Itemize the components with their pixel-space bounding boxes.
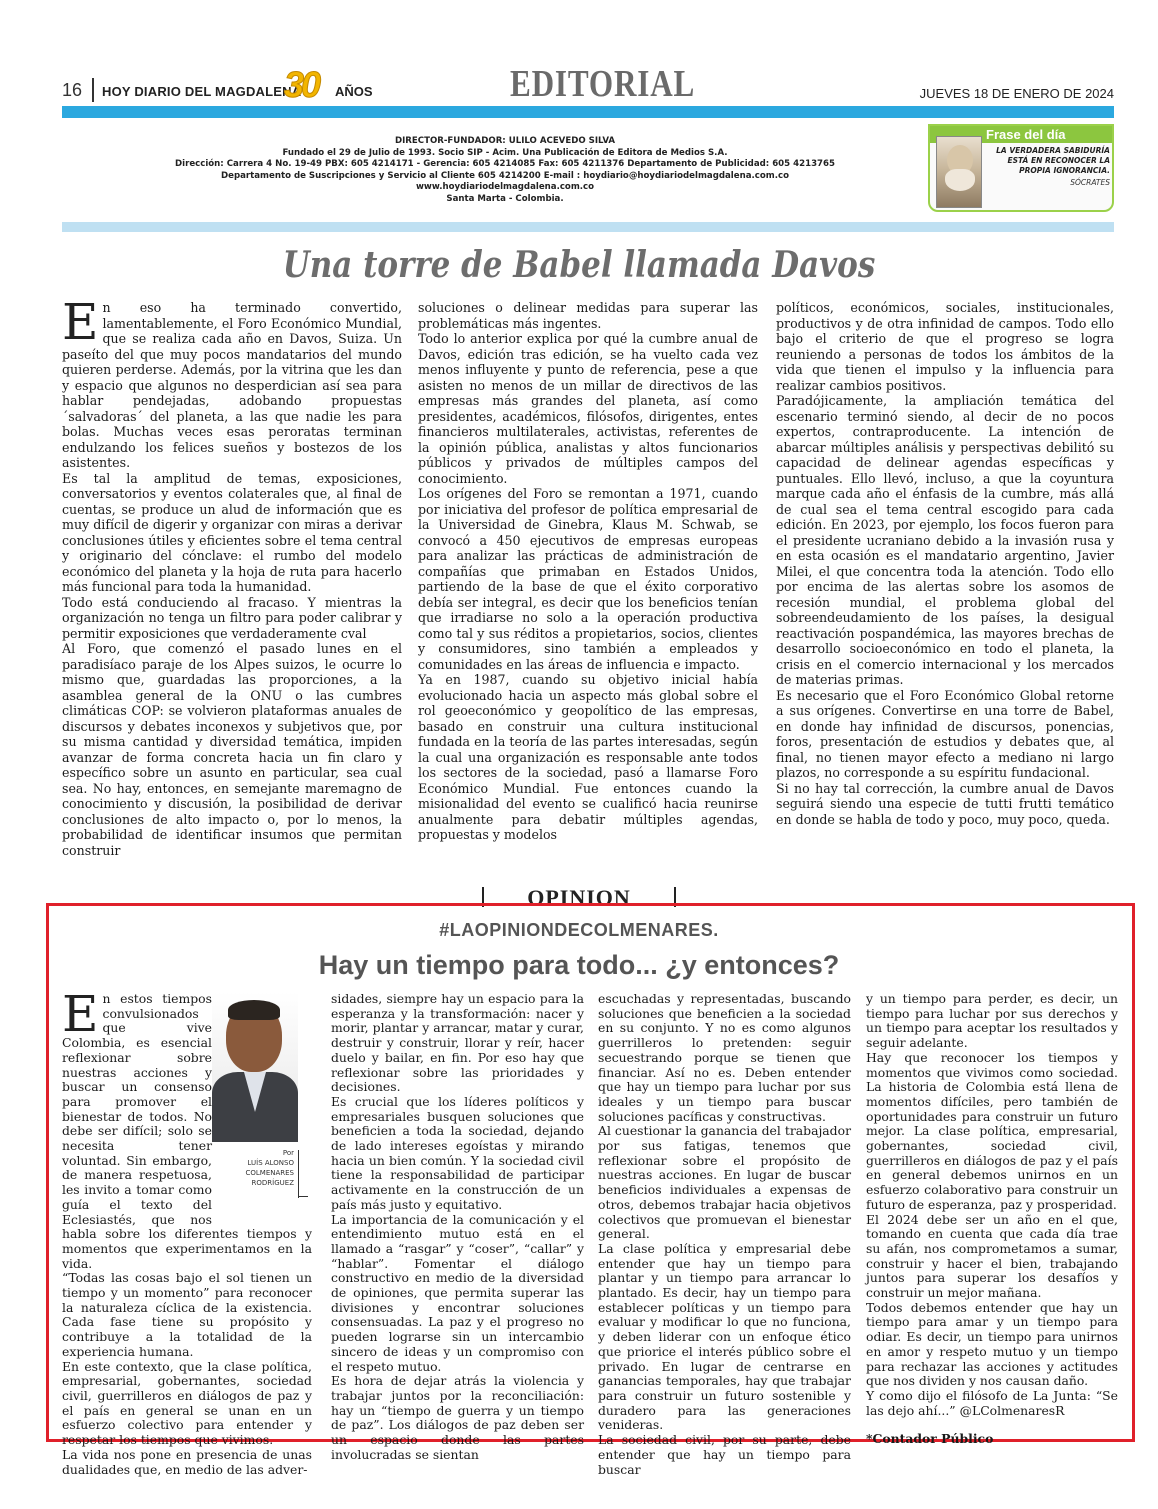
byline-por: Por xyxy=(282,1149,294,1157)
page-number: 16 xyxy=(62,80,83,100)
opinion-paragraph: sidades, siempre hay un espacio para la esperanza y la transformación: nacer y morir, plantar y arrancar, matar y curar, destruir y construir, llorar y reír, hacer duelo y bailar, en fin. Por eso hay que reflexionar sobre las prioridades y decisiones. xyxy=(331,991,584,1095)
masthead-divider-bar xyxy=(62,222,1114,232)
editorial-paragraph: políticos, económicos, sociales, institucionales, productivos y de otra infinidad de campos. Todo ello bajo el criterio de que el progreso se logra reuniendo a personas de todos los ámbitos de la vida que tienen el impulso y la influencia para realizar cambios positivos. xyxy=(776,300,1114,393)
editorial-dropcap: E xyxy=(62,293,99,351)
page-header xyxy=(62,62,1114,104)
anniversary-word: AÑOS xyxy=(335,84,373,99)
quote-author: SÓCRATES xyxy=(1070,178,1110,187)
header-divider xyxy=(92,78,94,102)
masthead-subscriptions: Departamento de Suscripciones y Servicio al Cliente 605 4214200 E-mail : hoydiario@hoydiariodelmagdalena.com.co xyxy=(221,170,789,181)
opinion-paragraph: En estos tiempos convulsionados que vive Colombia, es esencial reflexionar sobre nuestras acciones y buscar un consenso para promover el bienestar de todos. No debe ser difícil; solo se necesita tener voluntad. Sin embargo, de manera respetuosa, les invito a tomar como guía el texto del Eclesiastés, que nos habla sobre los diferentes tiempos y momentos que experimentamos en la vida. xyxy=(62,985,312,1271)
opinion-paragraph: Y como dijo el filósofo de La Junta: “Se las dejo ahí...” @LColmenaresR xyxy=(866,1387,1118,1418)
opinion-column-3 xyxy=(598,991,851,1477)
editorial-paragraph: Es necesario que el Foro Económico Global retorne a sus orígenes. Convertirse en una torre de Babel, en donde hay infinidad de discursos, ponencias, foros, presentación de estudios y debates que, al final, no tienen mayor efecto a mediano ni largo plazos, no corresponde a su espíritu fundacional. xyxy=(776,687,1114,780)
editorial-paragraph: Paradójicamente, la ampliación temática del escenario terminó siendo, al decir de no pocos expertos, contraproducente. La intención de abarcar múltiples análisis y perspectivas debilitó su capacidad de delinear agendas específicas y puntuales. Ello llevó, incluso, a que la coyuntura marque cada año el énfasis de la cumbre, más allá de cual sea el tema central escogido para cada edición. En 2023, por ejemplo, los focos fueron para el presidente ucraniano debido a la invasión rusa y en esta ocasión es el mandatario argentino, Javier Milei, el que concentra toda la atención. Todo ello por encima de las alertas sobre los asomos de recesión mundial, el problema global del sobreendeudamiento de los países, la desigual reactivación pospandémica, las mayores brechas de desarrollo socioeconómico en todo el planeta, la crisis en el comercio internacional y los mercados de materias primas. xyxy=(776,393,1114,687)
opinion-paragraph: Es crucial que los líderes políticos y empresariales busquen soluciones que beneficien a toda la sociedad, dejando de lado intereses egoístas y mirando hacia un bien común. Y la sociedad civil tiene la responsabilidad de participar activamente en la construcción de un país más justo y equitativo. xyxy=(331,1093,584,1212)
editorial-paragraph: Los orígenes del Foro se remontan a 1971, cuando por iniciativa del profesor de política empresarial de la Universidad de Ginebra, Klaus M. Schwab, se convocó a 450 ejecutivos de empresas europeas para analizar las prácticas de administración de compañías que primaban en Estados Unidos, partiendo de la base de que el éxito corporativo debía ser integral, es decir que los beneficios tenían que irradiarse no solo a la operación productiva como tal y sus réditos a propietarios, socios, clientes y consumidores, sino también a empleados y comunidades en las áreas de influencia e impacto. xyxy=(418,486,758,672)
editorial-paragraph: Todo lo anterior explica por qué la cumbre anual de Davos, edición tras edición, se ha vuelto cada vez menos influyente y punto de referencia, pese a que asisten no menos de un millar de directivos de las empresas más grandes del planeta, así como presidentes, académicos, filósofos, dirigentes, entes financieros multilaterales, activistas, referentes de la opinión pública, analistas y altos funcionarios públicos y privados de múltiples campos del conocimiento. xyxy=(418,331,758,486)
editorial-paragraph: Es tal la amplitud de temas, exposiciones, conversatorios y eventos colaterales que, al final de cuentas, se produce un alud de información que es muy difícil de digerir y organizar con miras a derivar conclusiones útiles y eficientes sobre el tema central y originario del cónclave: el rumbo del modelo económico del planeta y la hoja de ruta para hacerlo más funcional para toda la humanidad. xyxy=(62,470,402,594)
opinion-paragraph: La clase política y empresarial debe entender que hay un tiempo para plantar y un tiempo para arrancar lo plantado. Es decir, hay un tiempo para establecer políticas y un tiempo para evaluar y modificar lo que no funciona, y deben liderar con un enfoque ético que priorice el interés público sobre el privado. En lugar de centrarse en ganancias temporales, hay que trabajar para construir un futuro sostenible y duradero para las generaciones venideras. xyxy=(598,1240,851,1433)
editorial-paragraph: soluciones o delinear medidas para superar las problemáticas más ingentes. xyxy=(418,300,758,331)
quote-text: LA VERDADERA SABIDURÍA ESTÁ EN RECONOCER LA PROPIA IGNORANCIA. xyxy=(996,146,1110,175)
opinion-paragraph: La importancia de la comunicación y el entendimiento mutuo está en el llamado a “rasgar” y “coser”, “callar” y “hablar”. Fomentar el diálogo constructivo en medio de la diversidad de opiniones, que permita superar las divisiones y encontrar soluciones consensuadas. La paz y el progreso no pueden lograrse sin un intercambio sincero de ideas y un compromiso con el respeto mutuo. xyxy=(331,1211,584,1374)
opinion-paragraph: escuchadas y representadas, buscando soluciones que beneficien a la sociedad en su conjunto. Y no es como algunos guerrilleros lo pretenden: seguir secuestrando porque se tienen que financiar. Así no es. Deben entender que hay un tiempo para luchar por sus ideales y un tiempo para buscar soluciones pacíficas y constructivas. xyxy=(598,991,851,1124)
masthead-founded: Fundado el 29 de Julio de 1993. Socio SIP - Acim. Una Publicación de Editora de Medios S.A. xyxy=(282,147,728,158)
masthead-address: Dirección: Carrera 4 No. 19-49 PBX: 605 4214171 - Gerencia: 605 4214085 Fax: 605 4211376 Departamento de Publicidad: 605 4213765 xyxy=(175,159,835,169)
masthead-director: DIRECTOR-FUNDADOR: ULILO ACEVEDO SILVA xyxy=(394,136,616,146)
editorial-headline: Una torre de Babel llamada Davos xyxy=(282,244,876,286)
author-signature: *Contador Público xyxy=(866,1431,994,1447)
quote-heading: Frase del día xyxy=(930,126,1112,143)
opinion-paragraph: El 2024 debe ser un año en el que, tomando en cuenta que cada día trae su afán, nos comprometamos a sumar, construir y hacer el bien, trabajando juntos para superar los desafíos y construir un mejor mañana. xyxy=(866,1211,1118,1301)
masthead-city: Santa Marta - Colombia. xyxy=(446,193,564,204)
editorial-paragraph: En eso ha terminado convertido, lamentablemente, el Foro Económico Mundial, que se realiza cada año en Davos, Suiza. Un paseíto del que muy pocos mandatarios del mundo quieren perderse. Además, por la vitrina que les dan y espacio que algunos no desperdician así sea para hablar pendejadas, adobando propuestas ´salvadoras´ del planeta, a las que nadie les para bolas. Muchas veces esas peroratas terminan endulzando los felices sueños y bostezos de los asistentes. xyxy=(62,293,402,470)
byline-name-line1: LUÍS ALONSO xyxy=(247,1159,294,1167)
socrates-portrait xyxy=(936,136,982,208)
opinion-column-4 xyxy=(866,991,1118,1447)
opinion-column-2 xyxy=(331,991,584,1462)
opinion-paragraph: Todos debemos entender que hay un tiempo para amar y un tiempo para odiar. Es decir, un tiempo para unirnos en amor y respeto mutuo y un tiempo para rechazar las acciones y actitudes que nos dividen y nos causan daño. xyxy=(866,1299,1118,1389)
opinion-paragraph: Al cuestionar la ganancia del trabajador por sus fatigas, tenemos que reflexionar sobre el propósito de nuestras acciones. En lugar de buscar beneficios individuales a expensas de otros, debemos trabajar hacia objetivos colectivos que promuevan el bienestar general. xyxy=(598,1123,851,1242)
masthead-info xyxy=(110,136,900,205)
masthead-website: www.hoydiariodelmagdalena.com.co xyxy=(415,182,595,192)
editorial-paragraph: Al Foro, que comenzó el pasado lunes en el paradisíaco paraje de los Alpes suizos, le ocurre lo mismo que, guardadas las proporciones, a la asamblea general de la ONU o las cumbres climáticas COP: se volvieron plataformas anuales de discursos y debates inconexos y subjetivos que, por su misma cantidad y diversidad temática, impiden avanzar de forma concreta hacia un fin claro y específico sobre un asunto en particular, sea cual sea. No hay, entonces, en semejante maremagno de conocimiento y discusión, la posibilidad de derivar conclusiones de alto impacto o, por lo menos, la probabilidad de identificar insumos que permitan construir xyxy=(62,641,402,858)
editorial-paragraph: Si no hay tal corrección, la cumbre anual de Davos seguirá siendo una especie de tutti frutti temático en donde se habla de todo y poco, muy poco, queda. xyxy=(776,780,1114,827)
opinion-paragraph: y un tiempo para perder, es decir, un tiempo para luchar por sus derechos y un tiempo para aceptar los resultados y seguir adelante. xyxy=(866,991,1118,1051)
opinion-paragraph: La sociedad civil, por su parte, debe entender que hay un tiempo para buscar xyxy=(598,1432,851,1477)
opinion-column-1 xyxy=(62,985,312,1477)
header-color-bar xyxy=(62,106,1114,118)
anniversary-logo: 30 xyxy=(284,64,319,105)
editorial-paragraph: Todo está conduciendo al fracaso. Y mientras la organización no tenga un filtro para poder calibrar y permitir exposiciones que verdaderamente cval xyxy=(62,594,402,641)
opinion-hashtag: #LAOPINIONDECOLMENARES. xyxy=(439,920,719,940)
opinion-paragraph: La vida nos pone en presencia de unas dualidades que, en medio de las adver- xyxy=(62,1446,312,1477)
editorial-column-2 xyxy=(418,300,758,878)
opinion-paragraph: Hay que reconocer los tiempos y momentos que vivimos como sociedad. La historia de Colombia está llena de momentos difíciles, pero también de oportunidades para construir un futuro mejor. La clase política, empresarial, gobernantes, sociedad civil, guerrilleros en diálogos de paz y el país en general debemos unirnos en un esfuerzo colaborativo para construir un futuro de esperanza, paz y prosperidad. xyxy=(866,1049,1118,1212)
opinion-paragraph: “Todas las cosas bajo el sol tienen un tiempo y un momento” para reconocer la naturaleza cíclica de la existencia. Cada fase tiene su propósito y contribuye a la totalidad de la experiencia humana. xyxy=(62,1270,312,1359)
editorial-column-3 xyxy=(776,300,1114,878)
opinion-paragraph: Es hora de dejar atrás la violencia y trabajar juntos por la reconciliación: hay un “tiempo de guerra y un tiempo de paz”. Los diálogos de paz deben ser un espacio donde las partes involucradas se sientan xyxy=(331,1373,584,1462)
section-title: EDITORIAL xyxy=(510,63,696,105)
byline-name-line2: COLMENARES xyxy=(245,1169,294,1177)
quote-of-the-day-box xyxy=(928,124,1114,212)
issue-date: JUEVES 18 DE ENERO DE 2024 xyxy=(919,86,1114,101)
editorial-column-1 xyxy=(62,293,402,878)
opinion-dropcap: E xyxy=(62,985,99,1043)
byline-name-line3: RODRÍGUEZ xyxy=(251,1179,294,1187)
opinion-headline: Hay un tiempo para todo... ¿y entonces? xyxy=(318,950,840,980)
opinion-section-label: OPINION xyxy=(482,885,676,909)
editorial-paragraph: Ya en 1987, cuando su objetivo inicial había evolucionado hacia un aspecto más global sobre el rol geoeconómico y geopolítico de las empresas, basado en construir una cultura institucional fundada en la teoría de las partes interesadas, según la cual una organización es responsable ante todos los sectores de la sociedad, pasó a llamarse Foro Económico Mundial. Fue entonces cuando la misionalidad del evento se cualificó hacia reunirse anualmente para debatir múltiples agendas, propuestas y modelos xyxy=(418,672,758,842)
newspaper-name: HOY DIARIO DEL MAGDALENA xyxy=(102,84,302,99)
opinion-paragraph: En este contexto, que la clase política, empresarial, gobernantes, sociedad civil, guerrilleros en diálogos de paz y el país en general se unan en un esfuerzo colectivo para entender y respetar los tiempos que vivimos. xyxy=(62,1358,312,1448)
